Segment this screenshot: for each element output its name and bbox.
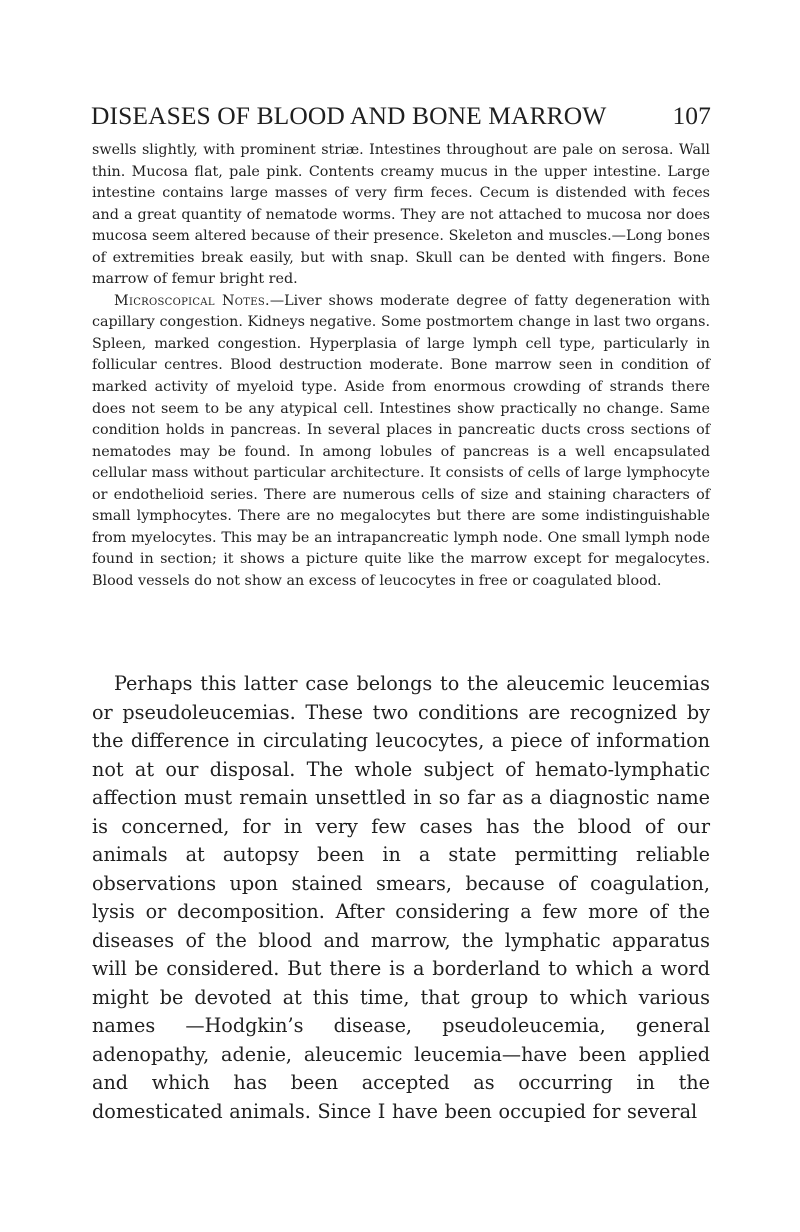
page-number: 107 <box>672 101 711 130</box>
discussion-text <box>92 670 710 1126</box>
autopsy-paragraph: swells slightly, with prominent striæ. Intestines throughout are pale on serosa. Wall thin. Mucosa flat, pale pink. Contents creamy mucus in the upper intestine. Large intestine contains large masses of very firm feces. Cecum is distended with feces and a great quantity of nematode worms. They are not attached to mucosa nor does mucosa seem altered because of their presence. Skeleton and muscles.—Long bones of extremities break easily, but with snap. Skull can be dented with fingers. Bone marrow of femur bright red. <box>92 142 710 288</box>
microscopical-notes-text: —Liver shows moderate degree of fatty degeneration with capillary congestion. Kidneys negative. Some postmortem change in last two organs. Spleen, marked congestion. Hyperplasia of large lymph cell type, particularly in follicular centres. Blood destruction moderate. Bone marrow seen in condition of marked activity of myeloid type. Aside from enormous crowding of strands there does not seem to be any atypical cell. Intestines show practically no change. Same condition holds in pancreas. In several places in pancreatic ducts cross sections of nematodes may be found. In among lobules of pancreas is a well encapsulated cellular mass without particular architecture. It consists of cells of large lymphocyte or endothelioid series. There are numerous cells of size and staining characters of small lymphocytes. There are no megalocytes but there are some indistinguishable from myelocytes. This may be an intrapancreatic lymph node. One small lymph node found in section; it shows a picture quite like the marrow except for megalocytes. Blood vessels do not show an excess of leucocytes in free or coagulated blood. <box>92 292 710 589</box>
discussion-paragraph: Perhaps this latter case belongs to the aleucemic leucemias or pseudoleucemias. These two conditions are recognized by the difference in circulating leucocytes, a piece of information not at our disposal. The whole subject of hemato-lymphatic affection must remain unsettled in so far as a diagnostic name is concerned, for in very few cases has the blood of our animals at autopsy been in a state permitting reliable observations upon stained smears, because of coagulation, lysis or decomposition. After considering a few more of the diseases of the blood and marrow, the lymphatic apparatus will be considered. But there is a borderland to which a word might be devoted at this time, that group to which various names —Hodgkin’s disease, pseudoleucemia, general adenopathy, adenie, aleucemic leucemia—have been applied and which has been accepted as occurring in the domesticated animals. Since I have been occupied for several <box>92 672 710 1123</box>
microscopical-notes-paragraph <box>92 291 710 593</box>
microscopical-notes-heading: Microscopical Notes. <box>114 292 270 309</box>
case-notes-text <box>92 140 710 592</box>
running-head-title: DISEASES OF BLOOD AND BONE MARROW <box>91 101 607 130</box>
running-head <box>91 96 711 136</box>
